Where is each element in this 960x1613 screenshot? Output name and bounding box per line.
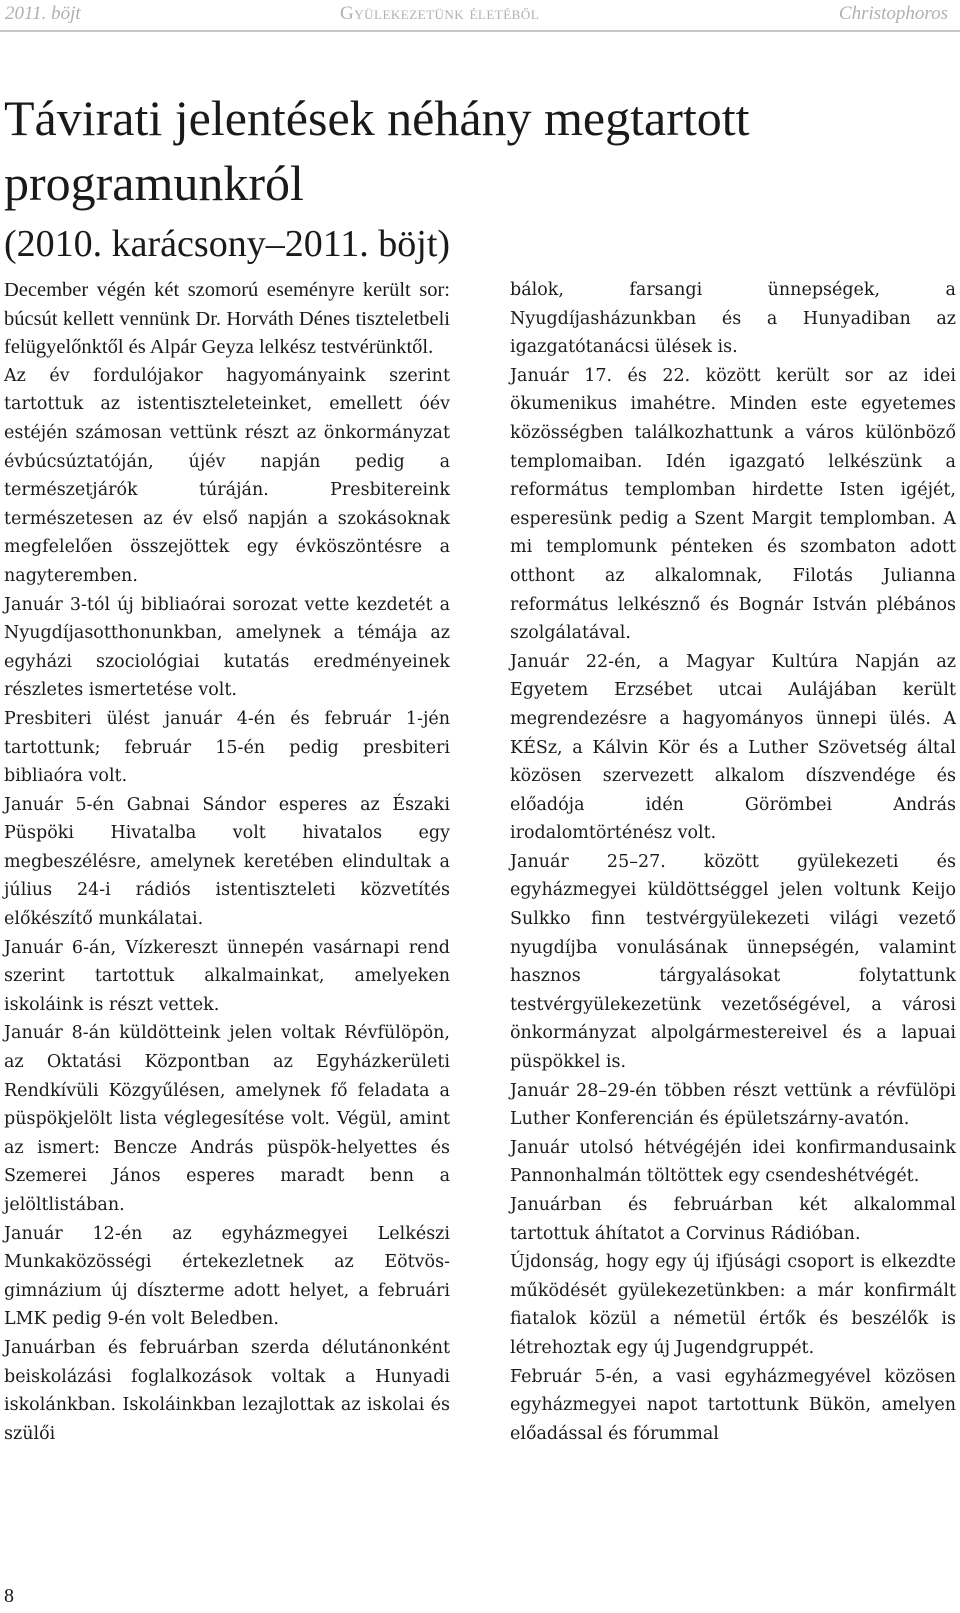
paragraph: December végén két szomorú eseményre került sor: búcsút kellett vennünk Dr. Horváth Dénes tiszteletbeli felügyelőnktől és Alpár Geyza lelkész testvérünktől. (4, 279, 450, 359)
paragraph: bálok, farsangi ünnepségek, a Nyugdíjasházunkban és a Hunyadiban az igazgatótanácsi ülések is. (510, 280, 956, 358)
paragraph: Január 28–29-én többen részt vettünk a révfülöpi Luther Konferencián és épületszárny-avatón. (510, 1080, 956, 1130)
paragraph: Január 8-án küldötteink jelen voltak Révfülöpön, az Oktatási Központban az Egyházkerületi Rendkívüli Közgyűlésen, amelynek fő feladata a püspökjelölt lista véglegesítése volt. Végül, amint az ismert: Bencze András püspök-helyettes és Szemerei János esperes maradt benn a jelöltlistában. (4, 1023, 450, 1215)
paragraph: Januárban és februárban szerda délutánonként beiskolázási foglalkozások voltak a Hunyadi iskolánkban. Iskoláinkban lezajlottak az iskolai és szülői (4, 1337, 450, 1444)
header-section: Gyülekezetünk életéből (340, 3, 540, 24)
header-publication: Christophoros (838, 3, 948, 24)
paragraph: Január 12-én az egyházmegyei Lelkészi Munkaközösségi értekezletnek az Eötvösgimnázium új díszterme adott helyet, a februári LMK pedig 9-én volt Beledben. (4, 1223, 450, 1330)
paragraph: Presbiteri ülést január 4-én és február 1-jén tartottunk; február 15-én pedig presbiteri bibliaóra volt. (4, 708, 450, 787)
paragraph: Újdonság, hogy egy új ifjúsági csoport is elkezdte működését gyülekezetünkben: a már konfirmált fiatalok közül a németül értők és beszélők is létrehoztak egy új Jugendgruppét. (510, 1252, 956, 1358)
header-rule (0, 30, 960, 32)
paragraph: Január 25–27. között gyülekezeti és egyházmegyei küldöttséggel jelen voltunk Keijo Sulkko finn testvérgyülekezeti világi vezető nyugdíjba vonulásának ünnepségén, valamint hasznos tárgyalásokat folytattunk testvérgyülekezetünk vezetőségével, a városi önkormányzat alpolgármestereivel és a lapuai püspökkel is. (510, 851, 956, 1073)
left-column (4, 276, 450, 1448)
page-number: 8 (4, 1585, 14, 1607)
header-issue: 2011. böjt (5, 3, 81, 24)
paragraph: Az év fordulójakor hagyományaink szerint tartottuk az istentiszteleteinket, emellett óév estéjén számosan vettünk részt az önkormányzat évbúcsúztatóján, újév napján pedig a természetjárók túráján. Presbitereink természetesen az év első napján a szokásoknak megfelelően összejöttek egy évköszöntésre a nagyteremben. (4, 365, 450, 586)
paragraph: Január 3-tól új bibliaórai sorozat vette kezdetét a Nyugdíjasotthonunkban, amelynek a témája az egyházi szociológiai kutatás eredményeinek részletes ismertetése volt. (4, 594, 450, 701)
article-title: Távirati jelentések néhány megtartott programunkról (4, 90, 750, 211)
right-column (510, 276, 956, 1448)
paragraph: Január utolsó hétvégéjén idei konfirmandusaink Pannonhalmán töltöttek egy csendeshétvégét. (510, 1137, 956, 1187)
paragraph: Januárban és februárban két alkalommal tartottuk áhítatot a Corvinus Rádióban. (510, 1195, 956, 1244)
paragraph: Január 17. és 22. között került sor az idei ökumenikus imahétre. Minden este egyetemes közösségben találkozhattunk a város különböző templomaiban. Idén igazgató lelkészünk a református templomban hirdette Isten igéjét, esperesünk pedig a Szent Margit templomban. A mi templomunk pénteken és szombaton adott otthont az alkalomnak, Filotás Julianna református lelkésznő és Bognár István plébános szolgálatával. (510, 365, 956, 644)
article-subtitle: (2010. karácsony–2011. böjt) (4, 223, 451, 265)
running-header (0, 0, 960, 30)
paragraph: Január 5-én Gabnai Sándor esperes az Északi Püspöki Hivatalba volt hivatalos egy megbeszélésre, amelynek keretében elindultak a július 24-i rádiós istentiszteleti közvetítés előkészítő munkálatai. (4, 794, 450, 930)
paragraph: Február 5-én, a vasi egyházmegyével közösen egyházmegyei napot tartottunk Bükön, amelyen előadással és fórummal (510, 1366, 956, 1444)
paragraph: Január 22-én, a Magyar Kultúra Napján az Egyetem Erzsébet utcai Aulájában került megrendezésre a hagyományos ünnepi ülés. A KÉSz, a Kálvin Kör és a Luther Szövetség által közösen szervezett alkalom díszvendége és előadója idén Görömbei András irodalomtörténész volt. (510, 651, 956, 844)
paragraph: Január 6-án, Vízkereszt ünnepén vasárnapi rend szerint tartottuk alkalmainkat, amelyeken iskoláink is részt vettek. (4, 937, 450, 1015)
